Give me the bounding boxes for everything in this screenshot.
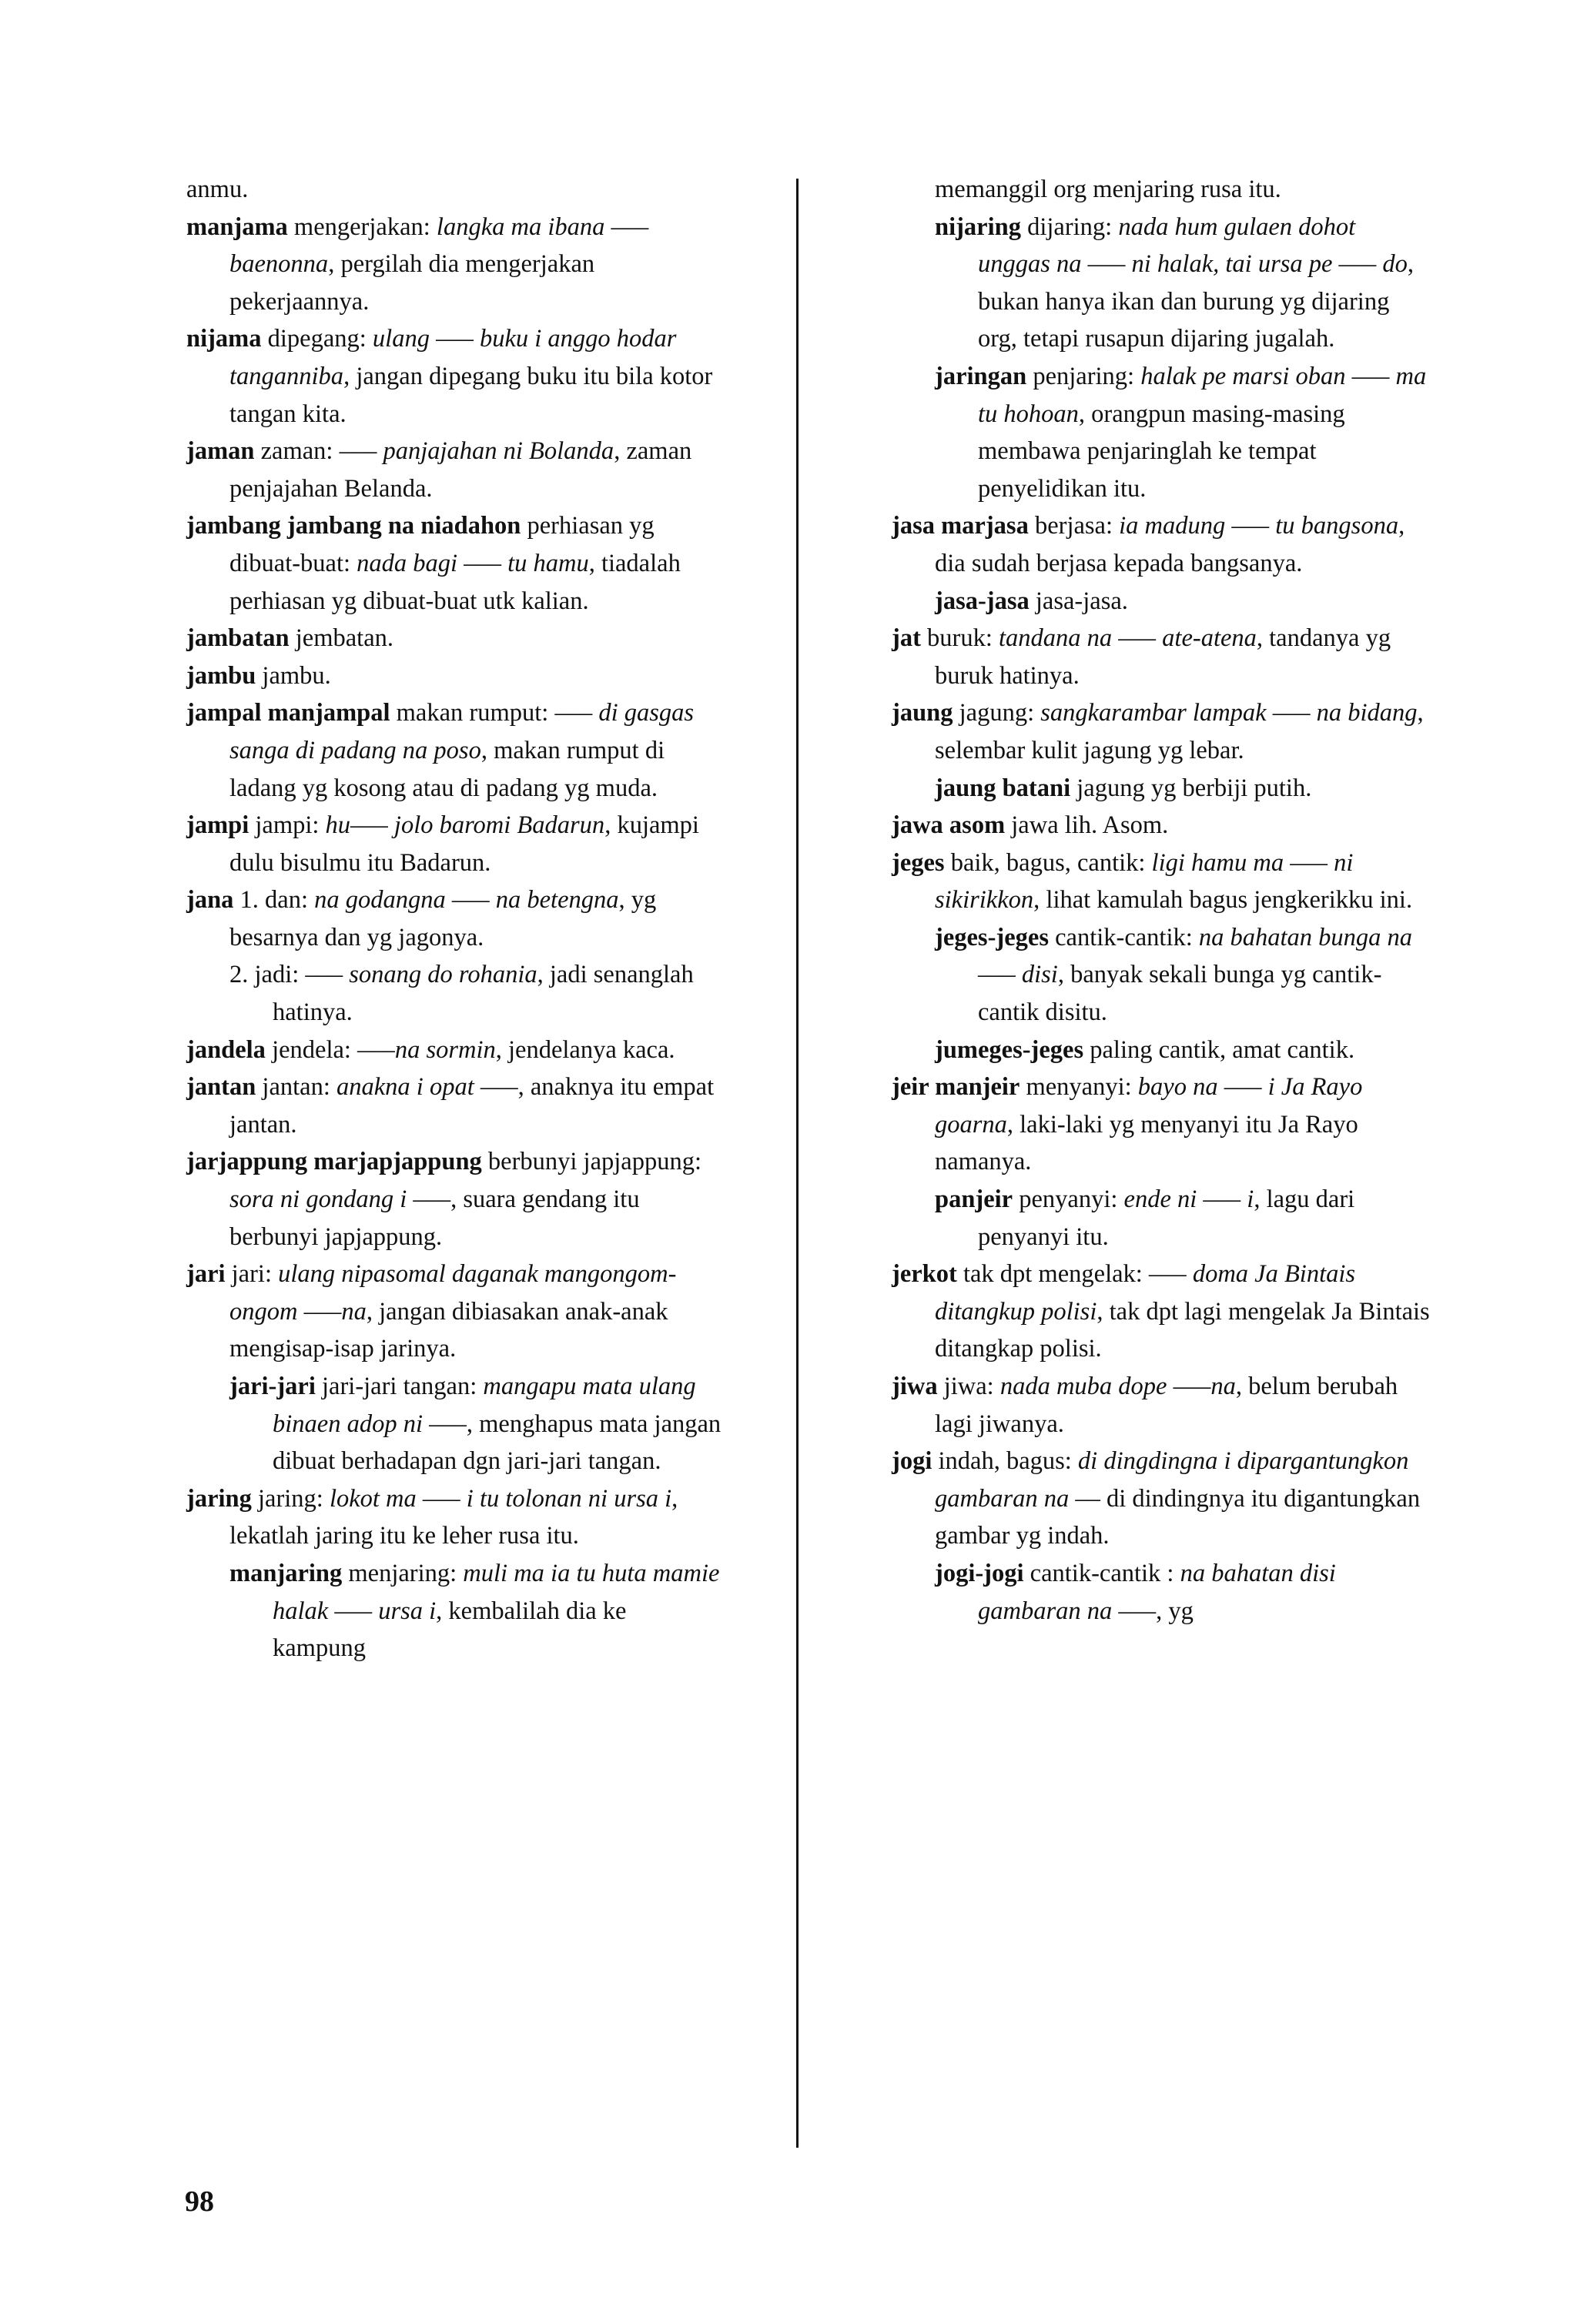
dictionary-entry: jiwa jiwa: nada muba dope –––na, belum berubah lagi jiwanya. [892,1373,1398,1438]
continued-text: memanggil org menjaring rusa itu. [935,176,1281,203]
dictionary-subentry: 2. jadi: ––– sonang do rohania, jadi senanglah hatinya. [229,961,694,1027]
right-column [892,171,1431,1630]
dictionary-entry: jari jari: ulang nipasomal daganak mangongom-ongom –––na, jangan dibiasakan anak-anak mengisap-isap jarinya. [186,1260,677,1363]
dictionary-subentry: jumeges-jeges paling cantik, amat cantik. [935,1035,1355,1064]
page-number: 98 [185,2185,214,2218]
dictionary-subentry: nijaring dijaring: nada hum gulaen dohot unggas na ––– ni halak, tai ursa pe ––– do, bukan hanya ikan dan burung yg dijaring org, tetapi rusapun dijaring jugalah. [935,212,1415,353]
dictionary-entry: jogi indah, bagus: di dingdingna i dipargantungkon gambaran na –– di dindingnya itu digantungkan gambar yg indah. [892,1447,1421,1550]
dictionary-entry: jantan jantan: anakna i opat –––, anaknya itu empat jantan. [186,1073,715,1139]
dictionary-subentry: jaringan penjaring: halak pe marsi oban ––– ma tu hohoan, orangpun masing-masing membawa penjaringlah ke tempat penyelidikan itu. [935,362,1427,503]
dictionary-entry: jawa asom jawa lih. Asom. [892,811,1169,840]
dictionary-entry: jampi jampi: hu––– jolo baromi Badarun, kujampi dulu bisulmu itu Badarun. [186,811,699,877]
dictionary-subentry: panjeir penyanyi: ende ni ––– i, lagu dari penyanyi itu. [935,1185,1355,1251]
dictionary-entry: nijama dipegang: ulang ––– buku i anggo hodar tanganniba, jangan dipegang buku itu bila kotor tangan kita. [186,325,713,428]
dictionary-entry: jasa marjasa berjasa: ia madung ––– tu bangsona, dia sudah berjasa kepada bangsanya. [892,512,1405,577]
dictionary-subentry: jaung batani jagung yg berbiji putih. [935,774,1312,802]
dictionary-entry: jaung jagung: sangkarambar lampak ––– na bidang, selembar kulit jagung yg lebar. [892,699,1424,764]
column-divider [796,179,799,2148]
dictionary-entry: jeges baik, bagus, cantik: ligi hamu ma ––– ni sikirikkon, lihat kamulah bagus jengkerikku ini. [892,848,1413,915]
dictionary-subentry: jasa-jasa jasa-jasa. [935,587,1128,615]
dictionary-entry: jambu jambu. [186,661,331,690]
dictionary-entry: jerkot tak dpt mengelak: ––– doma Ja Bintais ditangkup polisi, tak dpt lagi mengelak Ja Bintais ditangkap polisi. [892,1260,1430,1363]
dictionary-entry: jaman zaman: ––– panjajahan ni Bolanda, zaman penjajahan Belanda. [186,437,692,503]
dictionary-entry: jat buruk: tandana na ––– ate-atena, tandanya yg buruk hatinya. [892,624,1391,690]
dictionary-entry: jambatan jembatan. [186,624,393,653]
left-column [186,171,725,1667]
dictionary-entry: jaring jaring: lokot ma ––– i tu tolonan ni ursa i, lekatlah jaring itu ke leher rusa itu. [186,1484,678,1550]
dictionary-subentry: manjaring menjaring: muli ma ia tu huta mamie halak ––– ursa i, kembalilah dia ke kampung [229,1559,720,1663]
continued-text: anmu. [186,176,249,203]
dictionary-entry: jampal manjampal makan rumput: ––– di gasgas sanga di padang na poso, makan rumput di ladang yg kosong atau di padang yg muda. [186,699,695,802]
dictionary-entry: jarjappung marjapjappung berbunyi japjappung: sora ni gondang i –––, suara gendang itu berbunyi japjappung. [186,1148,701,1251]
dictionary-subentry: jari-jari jari-jari tangan: mangapu mata ulang binaen adop ni –––, menghapus mata jangan dibuat berhadapan dgn jari-jari tangan. [229,1373,722,1476]
dictionary-subentry: jeges-jeges cantik-cantik: na bahatan bunga na ––– disi, banyak sekali bunga yg cantik-cantik disitu. [935,923,1413,1027]
dictionary-subentry: jogi-jogi cantik-cantik : na bahatan disi gambaran na –––, yg [935,1559,1336,1625]
dictionary-entry: jana 1. dan: na godangna ––– na betengna, yg besarnya dan yg jagonya. [186,886,657,951]
dictionary-entry: jeir manjeir menyanyi: bayo na ––– i Ja Rayo goarna, laki-laki yg menyanyi itu Ja Rayo namanya. [892,1073,1363,1176]
dictionary-entry: manjama mengerjakan: langka ma ibana ––– baenonna, pergilah dia mengerjakan pekerjaannya. [186,212,649,316]
dictionary-entry: jandela jendela: –––na sormin, jendelanya kaca. [186,1035,675,1064]
dictionary-entry: jambang jambang na niadahon perhiasan yg dibuat-buat: nada bagi ––– tu hamu, tiadalah perhiasan yg dibuat-buat utk kalian. [186,512,681,615]
